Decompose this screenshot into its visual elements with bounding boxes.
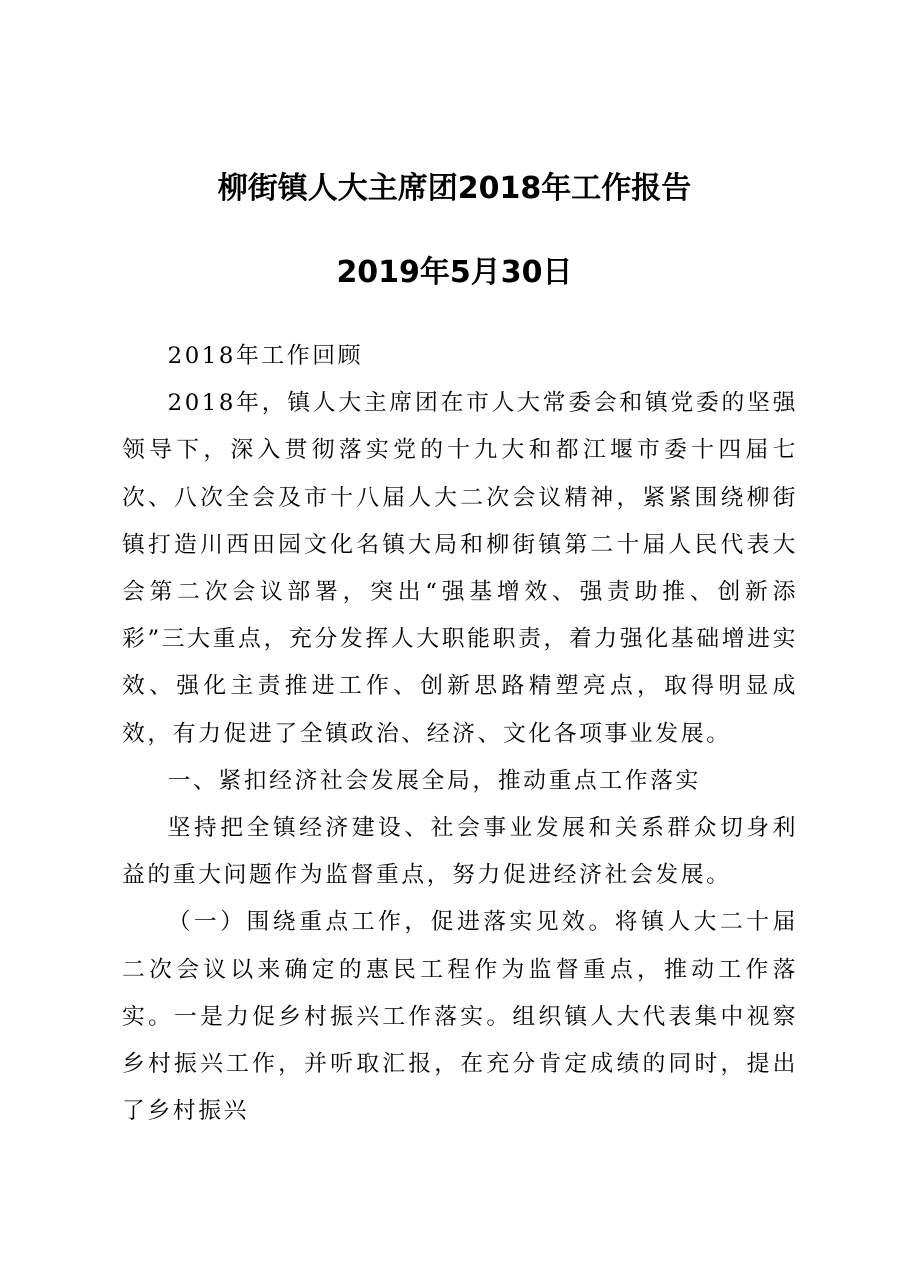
paragraph-summary: 2018年，镇人大主席团在市人大常委会和镇党委的坚强领导下，深入贯彻落实党的十九大和都江堰市委十四届七次、八次全会及市十八届人大二次会议精神，紧紧围绕柳街镇打造川西田园文化名镇大局和柳街镇第二十届人民代表大会第二次会议部署，突出“强基增效、强责助推、创新添彩”三大重点，充分发挥人大职能职责，着力强化基础增进实效、强化主责推进工作、创新思路精塑亮点，取得明显成效，有力促进了全镇政治、经济、文化各项事业发展。 xyxy=(122,390,798,747)
document-body xyxy=(122,333,798,1135)
paragraph-key-work: （一）围绕重点工作，促进落实见效。将镇人大二十届二次会议以来确定的惠民工程作为监督重点，推动工作落实。一是力促乡村振兴工作落实。组织镇人大代表集中视察乡村振兴工作，并听取汇报，在充分肯定成绩的同时，提出了乡村振兴 xyxy=(122,909,798,1125)
paragraph-supervision: 坚持把全镇经济建设、社会事业发展和关系群众切身利益的重大问题作为监督重点，努力促进经济社会发展。 xyxy=(122,815,798,889)
document-title: 柳街镇人大主席团2018年工作报告 xyxy=(217,171,692,206)
section-heading-one: 一、紧扣经济社会发展全局，推动重点工作落实 xyxy=(167,767,701,794)
document-date: 2019年5月30日 xyxy=(336,255,573,290)
section-heading-review: 2018年工作回顾 xyxy=(167,343,363,369)
